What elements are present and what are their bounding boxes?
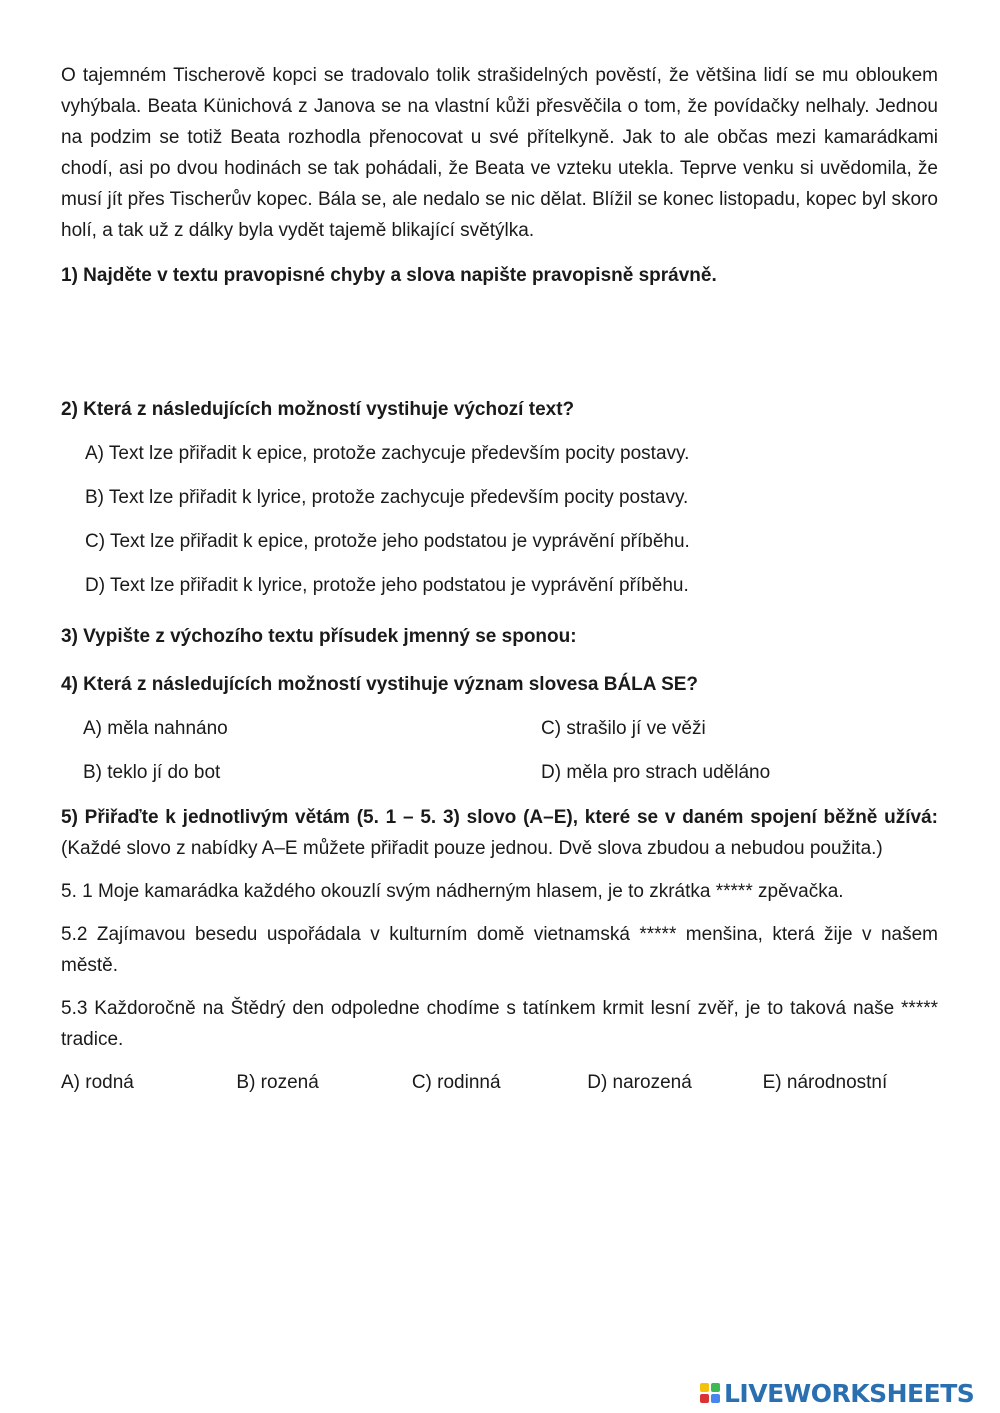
question-1: 1) Najděte v textu pravopisné chyby a slova napište pravopisně správně. <box>61 265 717 286</box>
question-4-option-b: B) teklo jí do bot <box>83 762 221 783</box>
question-3: 3) Vypište z výchozího textu přísudek jmenný se sponou: <box>61 626 577 647</box>
question-5-choices <box>61 1067 938 1098</box>
liveworksheets-logo-text: LIVEWORKSHEETS <box>724 1378 975 1408</box>
choice-c: C) rodinná <box>411 1072 501 1093</box>
sentence-5-1: 5. 1 Moje kamarádka každého okouzlí svým nádherným hlasem, je to zkrátka ***** zpěvačka. <box>61 881 844 902</box>
question-2-option-a: A) Text lze přiřadit k epice, protože zachycuje především pocity postavy. <box>85 443 690 464</box>
logo-square-blue <box>711 1394 720 1403</box>
intro-text: O tajemném Tischerově kopci se tradovalo tolik strašidelných pověstí, že většina lidí se mu obloukem vyhýbala. Beata Künichová z Janova se na vlastní kůži přesvěčila o tom, že povídačky nelhaly. Jednou na podzim se totiž Beata rozhodla přenocovat u své přítelkyně. Jak to ale občas mezi kamarádkami chodí, asi po dvou hodinách se tak pohádali, že Beata ve vzteku utekla. Teprve venku si uvědomila, že musí jít přes Tischerův kopec. Bála se, ale nedalo se nic dělat. Blížil se konec listopadu, kopec byl skoro holí, a tak už z dálky byla vydět tajemě blikající světýlka. <box>61 65 938 241</box>
sentence-5-2: 5.2 Zajímavou besedu uspořádala v kulturním domě vietnamská ***** menšina, která žije v našem městě. <box>61 924 938 976</box>
logo-square-red <box>700 1394 709 1403</box>
question-5-note: (Každé slovo z nabídky A–E můžete přiřadit pouze jednou. Dvě slova zbudou a nebudou použita.) <box>61 838 883 859</box>
question-2: 2) Která z následujících možností vystihuje výchozí text? <box>61 399 575 420</box>
question-4-option-c: C) strašilo jí ve věži <box>541 718 706 739</box>
question-4-options-row-1 <box>61 713 938 744</box>
question-5 <box>61 802 938 864</box>
question-4: 4) Která z následujících možností vystihuje význam slovesa BÁLA SE? <box>61 674 699 695</box>
logo-square-green <box>711 1383 720 1392</box>
question-2-option-d: D) Text lze přiřadit k lyrice, protože jeho podstatou je vyprávění příběhu. <box>85 575 689 596</box>
worksheet-page <box>61 60 938 1098</box>
choice-d: D) narozená <box>587 1072 692 1093</box>
liveworksheets-logo-icon <box>700 1383 720 1403</box>
liveworksheets-logo <box>700 1376 974 1410</box>
logo-square-yellow <box>700 1383 709 1392</box>
question-2-option-b: B) Text lze přiřadit k lyrice, protože zachycuje především pocity postavy. <box>85 487 689 508</box>
sentence-5-3: 5.3 Každoročně na Štědrý den odpoledne chodíme s tatínkem krmit lesní zvěř, je to taková naše ***** tradice. <box>61 998 938 1050</box>
question-4-options-row-2 <box>61 757 938 788</box>
question-2-option-c: C) Text lze přiřadit k epice, protože jeho podstatou je vyprávění příběhu. <box>85 531 690 552</box>
question-5-instruction: 5) Přiřaďte k jednotlivým větám (5. 1 – 5. 3) slovo (A–E), které se v daném spojení běžně užívá: <box>61 807 938 828</box>
question-4-option-a: A) měla nahnáno <box>83 718 228 739</box>
choice-a: A) rodná <box>61 1072 134 1093</box>
choice-e: E) národnostní <box>762 1072 888 1093</box>
question-4-option-d: D) měla pro strach uděláno <box>541 762 771 783</box>
choice-b: B) rozená <box>236 1072 319 1093</box>
answer-space-1 <box>61 291 938 394</box>
